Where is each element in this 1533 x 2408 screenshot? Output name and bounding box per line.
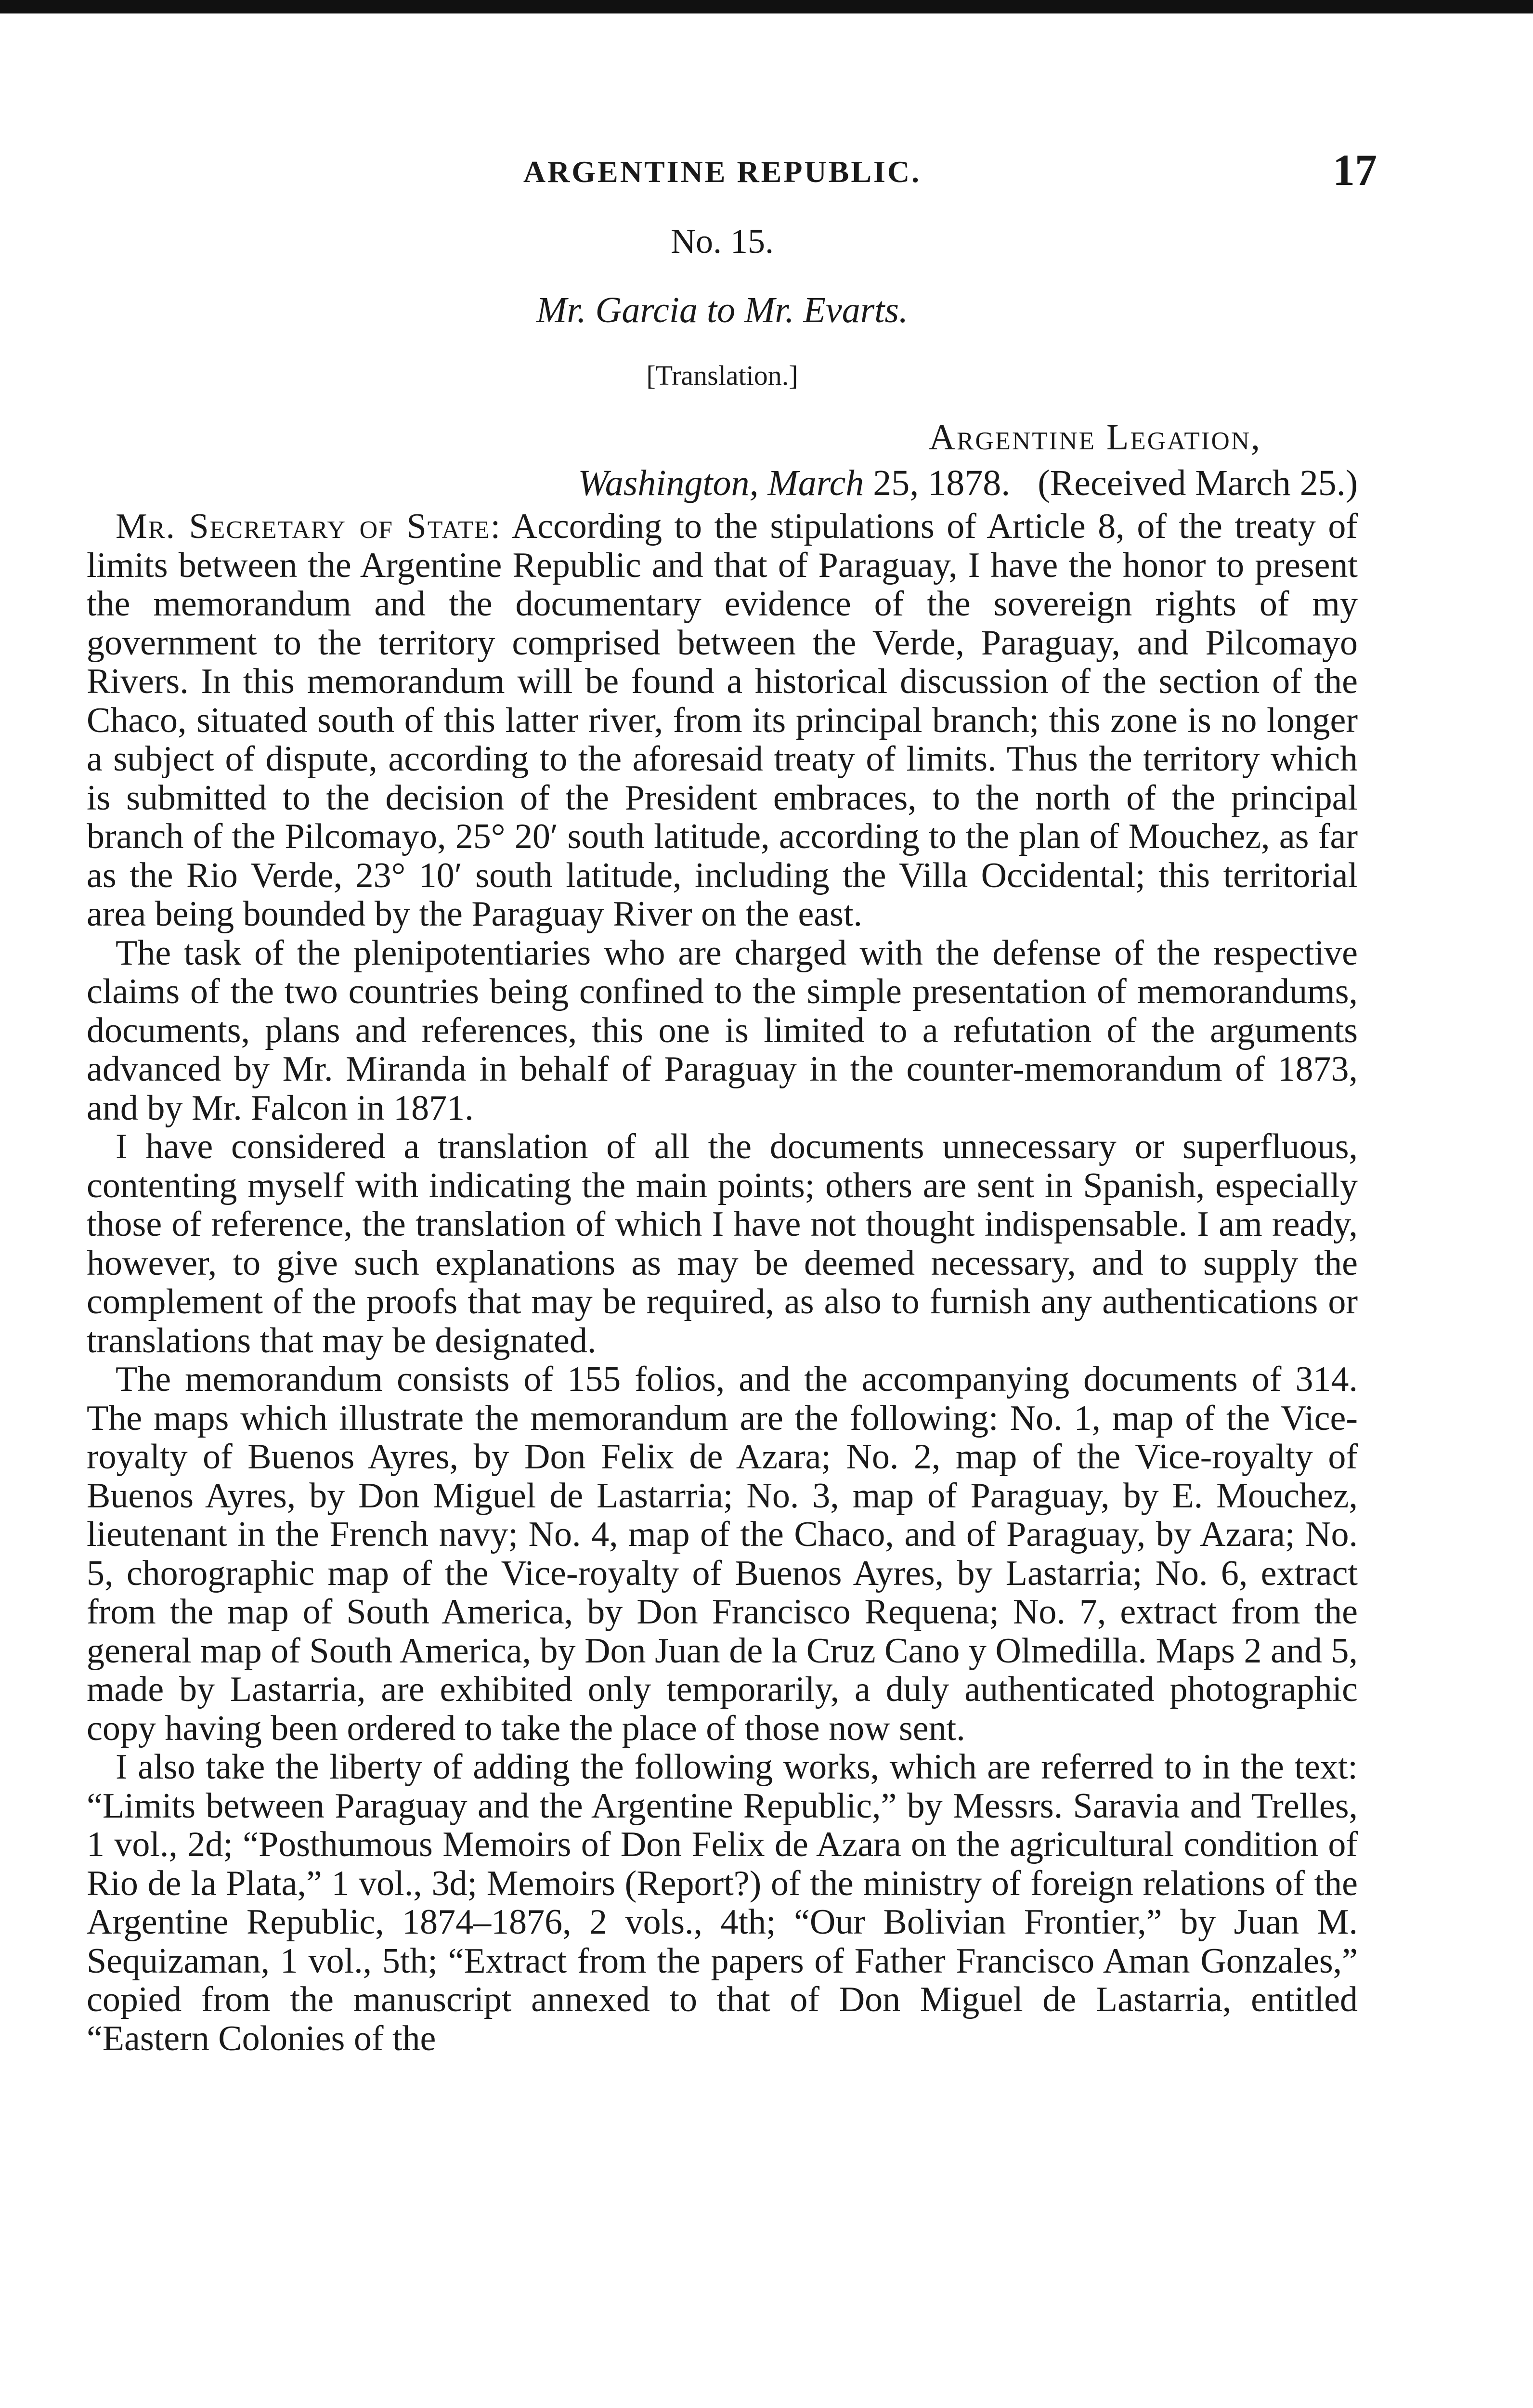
paragraph-1 — [87, 507, 1358, 934]
document-page — [87, 144, 1377, 2058]
paragraph-4: The memorandum consists of 155 folios, and the accompanying documents of 314. The maps which illustrate the memorandum are the following: No. 1, map of the Vice-royalty of Buenos Ayres, by Don Felix de Azara; No. 2, map of the Vice-royalty of Buenos Ayres, by Don Miguel de Lastarria; No. 3, map of Paraguay, by E. Mouchez, lieutenant in the French navy; No. 4, map of the Chaco, and of Paraguay, by Azara; No. 5, chorographic map of the Vice-royalty of Buenos Ayres, by Lastarria; No. 6, extract from the map of South America, by Don Francisco Requena; No. 7, extract from the general map of South America, by Don Juan de la Cruz Cano y Olmedilla. Maps 2 and 5, made by Lastarria, are exhibited only temporarily, a duly authenticated photographic copy having been ordered to take the place of those now sent. — [87, 1360, 1358, 1748]
legation-line: Argentine Legation, — [929, 417, 1261, 458]
letter-body — [87, 507, 1358, 2058]
document-number: No. 15. — [671, 222, 774, 261]
paragraph-5: I also take the liberty of adding the following works, which are referred to in the text: “Limits between Paraguay and the Argentine Republic,” by Messrs. Saravia and Trelles, 1 vol., 2d; “Posthumous Memoirs of Don Felix de Azara on the agricultural condition of Rio de la Plata,” 1 vol., 3d; Memoirs (Report?) of the ministry of foreign relations of the Argentine Republic, 1874–1876, 2 vols., 4th; “Our Bolivian Frontier,” by Juan M. Sequizaman, 1 vol., 5th; “Extract from the papers of Father Francisco Aman Gonzales,” copied from the manuscript annexed to that of Don Miguel de Lastarria, entitled “Eastern Colonies of the — [87, 1747, 1358, 2058]
top-border-rule — [0, 0, 1533, 13]
dateline — [87, 462, 1358, 504]
document-heading: Mr. Garcia to Mr. Evarts. — [536, 290, 908, 330]
translation-note: [Translation.] — [646, 360, 798, 391]
paragraph-2: The task of the plenipotentiaries who are charged with the defense of the respective claims of the two countries being confined to the simple presentation of memorandums, documents, plans and references, this one is limited to a refutation of the arguments advanced by Mr. Miranda in behalf of Paraguay in the counter-memorandum of 1873, and by Mr. Falcon in 1871. — [87, 933, 1358, 1128]
page-number: 17 — [1333, 145, 1377, 195]
running-title: ARGENTINE REPUBLIC. — [523, 155, 922, 189]
dateline-date: 25, 1878. — [864, 463, 1011, 503]
received-date: (Received March 25.) — [1038, 463, 1358, 503]
dateline-place: Washington, March — [578, 463, 864, 503]
salutation: Mr. Secretary of State: — [116, 507, 502, 546]
paragraph-3: I have considered a translation of all the documents unnecessary or superfluous, contenting myself with indicating the main points; others are sent in Spanish, especially those of reference, the translation of which I have not thought indispensable. I am ready, however, to give such explanations as may be deemed necessary, and to supply the complement of the proofs that may be required, as also to furnish any authentications or translations that may be designated. — [87, 1127, 1358, 1361]
paragraph-1-text: According to the stipulations of Article 8, of the treaty of limits between the Argentine Republic and that of Paraguay, I have the honor to present the memorandum and the documentary evidence of the sovereign rights of my government to the territory comprised between the Verde, Paraguay, and Pilcomayo Rivers. In this memorandum will be found a historical discussion of the section of the Chaco, situated south of this latter river, from its principal branch; this zone is no longer a subject of dispute, according to the aforesaid treaty of limits. Thus the territory which is submitted to the decision of the President embraces, to the north of the principal branch of the Pilcomayo, 25° 20′ south latitude, according to the plan of Mouchez, as far as the Rio Verde, 23° 10′ south latitude, including the Villa Occidental; this territorial area being bounded by the Paraguay River on the east. — [87, 507, 1358, 934]
running-head — [87, 144, 1377, 197]
